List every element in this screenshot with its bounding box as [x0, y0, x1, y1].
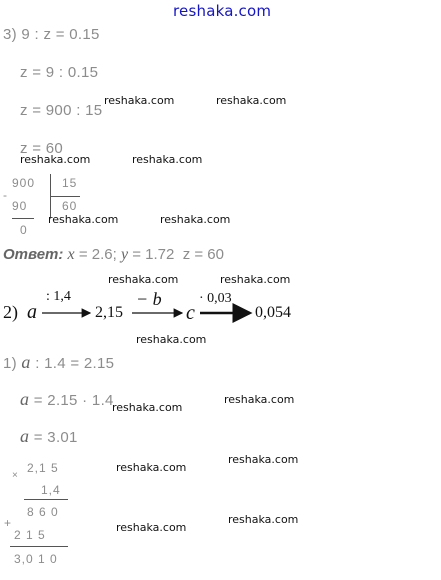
answer-x-value: = 2.6;: [78, 246, 117, 263]
part1-eq2: = 2.15 · 1.4: [33, 392, 114, 409]
chain-result: 0,054: [255, 304, 291, 321]
part3-line2: z = 900 : 15: [20, 102, 103, 119]
mult-factor-b: 1,4: [41, 483, 61, 497]
part1-eq1: : 1.4 = 2.15: [35, 355, 115, 372]
watermark: reshaka.com: [20, 153, 91, 166]
mult-factor-a: 2,1 5: [27, 461, 59, 475]
part1-a-3: a: [20, 426, 30, 446]
answer-y: y: [120, 246, 129, 263]
site-header[interactable]: reshaka.com: [173, 2, 272, 20]
watermark: reshaka.com: [224, 393, 295, 406]
mult-partial-1: 8 6 0: [27, 505, 59, 519]
division-divisor: 15: [62, 176, 78, 190]
part3-line1: z = 9 : 0.15: [20, 64, 99, 81]
part1-line3: [20, 426, 78, 447]
part3-title: 3) 9 : z = 0.15: [3, 26, 100, 43]
watermark: reshaka.com: [228, 453, 299, 466]
chain-op-divide: : 1,4: [46, 289, 71, 304]
part1-number: 1): [3, 355, 17, 372]
division-subtrahend: 90: [12, 199, 28, 213]
mult-result: 3,0 1 0: [14, 552, 58, 566]
watermark: reshaka.com: [112, 401, 183, 414]
chain-value-1: 2,15: [95, 304, 123, 321]
part1-eq3: = 3.01: [33, 429, 78, 446]
chain-op-minus-b-text: − b: [136, 289, 162, 309]
answer-z: z = 60: [182, 246, 224, 263]
part1-line1: [3, 352, 114, 373]
mult-line-2: [10, 546, 68, 547]
watermark: reshaka.com: [136, 333, 207, 346]
part1-line2: [20, 389, 114, 410]
chain-number: 2): [3, 302, 18, 322]
part3-line3: z = 60: [20, 140, 64, 157]
answer-y-value: = 1.72: [132, 246, 175, 263]
division-quotient: 60: [62, 199, 78, 213]
mult-times-sign: ×: [12, 470, 19, 481]
division-remainder: 0: [20, 223, 28, 237]
watermark: reshaka.com: [104, 94, 175, 107]
watermark: reshaka.com: [116, 521, 187, 534]
chain-variable-a: a: [27, 301, 37, 323]
watermark: reshaka.com: [160, 213, 231, 226]
watermark: reshaka.com: [216, 94, 287, 107]
division-minus: -: [3, 188, 8, 202]
watermark: reshaka.com: [132, 153, 203, 166]
watermark: reshaka.com: [108, 273, 179, 286]
watermark: reshaka.com: [116, 461, 187, 474]
answer-x: x: [67, 246, 75, 263]
watermark: reshaka.com: [228, 513, 299, 526]
mult-line-1: [24, 499, 68, 500]
division-dividend: 900: [12, 176, 36, 190]
watermark: reshaka.com: [220, 273, 291, 286]
mult-plus-sign: +: [4, 516, 13, 530]
chain-variable-c: c: [186, 302, 195, 324]
answer-label: Ответ:: [3, 246, 64, 263]
watermark: reshaka.com: [48, 213, 119, 226]
mult-partial-2: 2 1 5: [14, 528, 46, 542]
chain-op-multiply: · 0,03: [199, 291, 232, 306]
part1-a-1: a: [21, 352, 31, 372]
part1-a-2: a: [20, 389, 30, 409]
